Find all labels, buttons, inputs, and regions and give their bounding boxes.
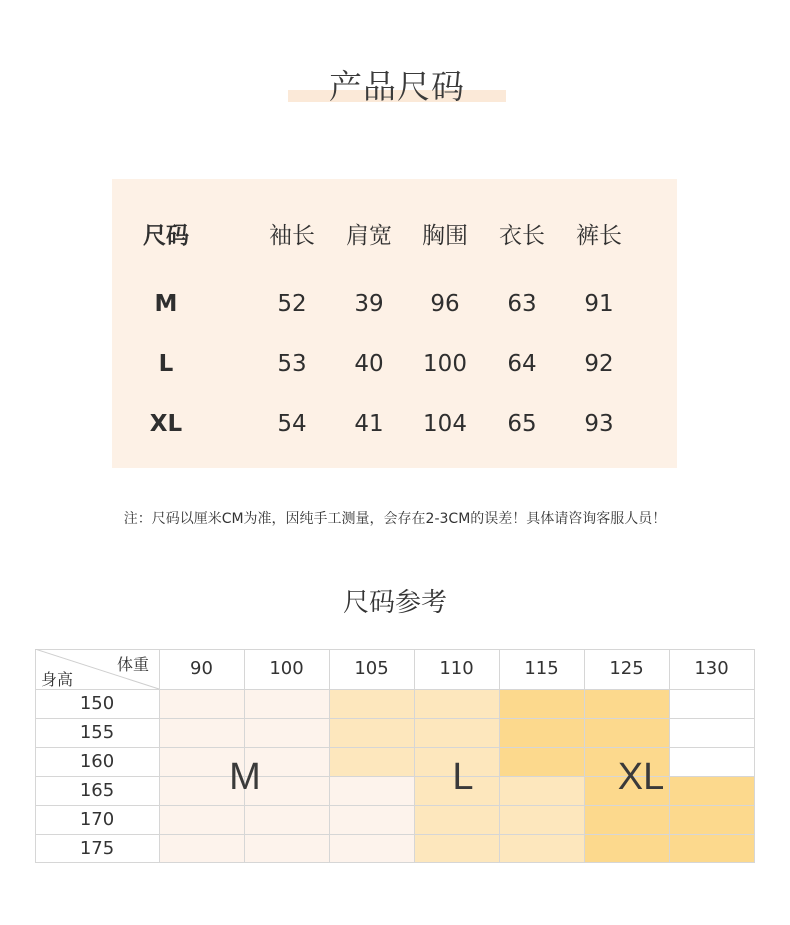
height-row-label: 150 [79,693,115,714]
size-reference-title: 尺码参考 [342,588,447,618]
zone-label-xl: XL [617,756,665,798]
table-cell: 41 [354,411,384,437]
weight-axis-label: 体重 [117,655,150,674]
size-reference-grid [35,649,755,863]
zone-label-l: L [452,756,474,798]
size-zone-m [329,776,414,863]
header-sleeve: 袖长 [269,223,315,249]
header-size: 尺码 [143,223,189,249]
zone-label-m: M [229,756,261,798]
table-cell: 92 [584,351,614,377]
table-cell: 100 [423,351,467,377]
table-cell: 63 [507,291,537,317]
header-chest: 胸围 [422,223,468,249]
table-cell: 64 [507,351,537,377]
height-row-label: 155 [79,722,115,743]
weight-header: 125 [609,658,644,679]
weight-header: 90 [190,658,213,679]
weight-header: 130 [694,658,729,679]
header-shoulder: 肩宽 [346,223,392,249]
table-cell: 91 [584,291,614,317]
table-cell: 39 [354,291,384,317]
height-axis-label: 身高 [41,670,74,689]
size-label-xl: XL [149,411,183,437]
grid-line [754,649,755,863]
table-cell: 52 [277,291,307,317]
measurement-note: 注：尺码以厘米CM为准，因纯手工测量，会存在2-3CM的误差！具体请咨询客服人员！ [123,511,667,527]
table-cell: 40 [354,351,384,377]
size-table-card [112,179,677,468]
weight-header: 110 [439,658,474,679]
height-row-label: 165 [79,780,115,801]
table-cell: 54 [277,411,307,437]
table-cell: 93 [584,411,614,437]
table-cell: 65 [507,411,537,437]
header-pants: 裤长 [576,223,622,249]
table-cell: 104 [423,411,467,437]
weight-header: 100 [269,658,304,679]
height-row-label: 160 [79,751,115,772]
height-row-label: 175 [79,838,115,859]
table-cell: 53 [277,351,307,377]
page-title: 产品尺码 [329,67,465,106]
table-cell: 96 [430,291,460,317]
height-row-label: 170 [79,809,115,830]
size-label-m: M [154,291,178,317]
header-length: 衣长 [499,223,545,249]
size-label-l: L [158,351,174,377]
weight-header: 105 [354,658,389,679]
weight-header: 115 [524,658,559,679]
